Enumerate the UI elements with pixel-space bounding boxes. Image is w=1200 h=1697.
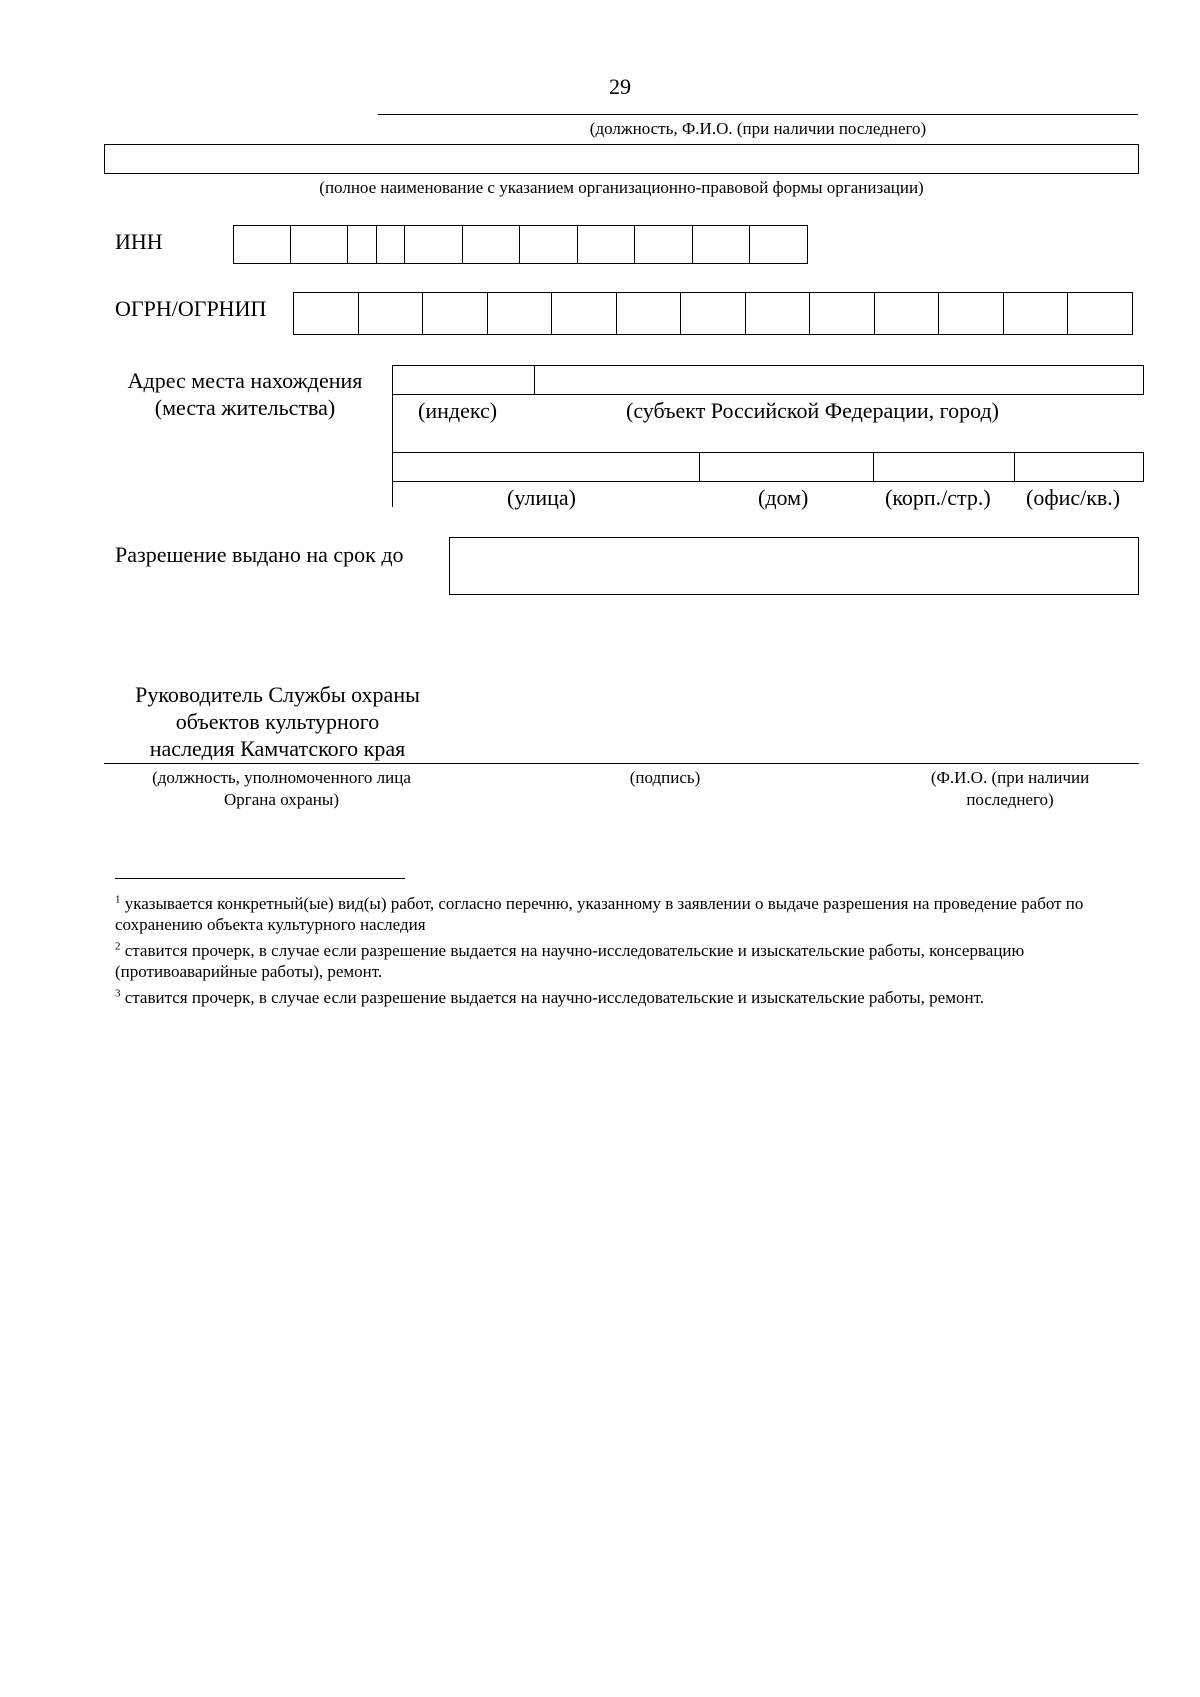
organization-caption: (полное наименование с указанием организационно-правовой формы организации) <box>319 178 924 197</box>
signatory-title-line1: Руководитель Службы охраны <box>135 682 420 707</box>
street-caption: (улица) <box>507 485 576 510</box>
inn-label: ИНН <box>115 229 163 254</box>
ogrn-cells <box>293 292 1133 335</box>
office-caption: (офис/кв.) <box>1026 485 1121 510</box>
building-field[interactable] <box>873 452 1015 482</box>
position-caption: (должность, Ф.И.О. (при наличии последнего) <box>589 119 927 138</box>
address-label-line1: Адрес места нахождения <box>127 368 363 393</box>
footnote-mark: 3 <box>115 987 121 1000</box>
name-caption-line2: последнего) <box>966 790 1054 809</box>
index-caption: (индекс) <box>418 398 498 423</box>
postal-index-field[interactable] <box>392 365 535 395</box>
ogrn-digit-cell[interactable] <box>616 292 682 335</box>
street-field[interactable] <box>392 452 700 482</box>
inn-digit-cell[interactable] <box>404 225 463 264</box>
address-row-1 <box>392 365 1144 395</box>
signatory-title-line2: объектов культурного <box>175 709 380 734</box>
page-number: 29 <box>609 74 631 99</box>
house-field[interactable] <box>699 452 875 482</box>
term-label: Разрешение выдано на срок до <box>115 542 404 567</box>
position-caption-line2: Органа охраны) <box>224 790 339 809</box>
position-line <box>378 114 1138 115</box>
footnote-1 <box>115 893 1105 935</box>
position-caption-line1: (должность, уполномоченного лица <box>152 768 411 787</box>
inn-digit-cell[interactable] <box>692 225 751 264</box>
term-field[interactable] <box>449 537 1139 595</box>
office-field[interactable] <box>1014 452 1144 482</box>
footnote-mark: 2 <box>115 940 121 953</box>
inn-digit-cell[interactable] <box>347 225 377 264</box>
inn-digit-cell[interactable] <box>233 225 291 264</box>
footnote-2 <box>115 940 1105 982</box>
inn-digit-cell[interactable] <box>376 225 406 264</box>
ogrn-digit-cell[interactable] <box>551 292 617 335</box>
inn-digit-cell[interactable] <box>519 225 578 264</box>
footnote-mark: 1 <box>115 893 121 906</box>
ogrn-digit-cell[interactable] <box>293 292 359 335</box>
ogrn-digit-cell[interactable] <box>938 292 1004 335</box>
ogrn-digit-cell[interactable] <box>1003 292 1069 335</box>
inn-digit-cell[interactable] <box>634 225 693 264</box>
ogrn-digit-cell[interactable] <box>358 292 424 335</box>
footnote-text: указывается конкретный(ые) вид(ы) работ, согласно перечню, указанному в заявлении о выдаче разрешения на проведение работ по сохранению объекта культурного наследия <box>115 894 1084 934</box>
footnote-text: ставится прочерк, в случае если разрешение выдается на научно-исследовательские и изыскательские работы, ремонт. <box>124 988 984 1007</box>
region-city-field[interactable] <box>534 365 1144 395</box>
footnote-separator <box>115 878 405 879</box>
inn-digit-cell[interactable] <box>462 225 521 264</box>
inn-cells <box>233 225 808 264</box>
ogrn-digit-cell[interactable] <box>680 292 746 335</box>
address-label-line2: (места жительства) <box>154 395 336 420</box>
ogrn-digit-cell[interactable] <box>1067 292 1133 335</box>
ogrn-digit-cell[interactable] <box>487 292 553 335</box>
inn-digit-cell[interactable] <box>749 225 808 264</box>
footnote-3 <box>115 987 1105 1008</box>
inn-digit-cell[interactable] <box>577 225 636 264</box>
ogrn-digit-cell[interactable] <box>809 292 875 335</box>
signatory-title-line3: наследия Камчатского края <box>149 736 406 761</box>
footnote-text: ставится прочерк, в случае если разрешение выдается на научно-исследовательские и изыскательские работы, консервацию (противоаварийные работы), ремонт. <box>115 941 1025 981</box>
region-caption: (субъект Российской Федерации, город) <box>626 398 999 423</box>
building-caption: (корп./стр.) <box>885 485 991 510</box>
ogrn-digit-cell[interactable] <box>874 292 940 335</box>
ogrn-digit-cell[interactable] <box>745 292 811 335</box>
house-caption: (дом) <box>758 485 809 510</box>
organization-name-field[interactable] <box>104 144 1139 174</box>
address-row-2 <box>392 452 1144 482</box>
name-caption-line1: (Ф.И.О. (при наличии <box>930 768 1090 787</box>
signature-caption: (подпись) <box>629 768 701 787</box>
ogrn-label: ОГРН/ОГРНИП <box>115 296 267 321</box>
inn-digit-cell[interactable] <box>290 225 349 264</box>
signature-line <box>104 763 1139 764</box>
ogrn-digit-cell[interactable] <box>422 292 488 335</box>
